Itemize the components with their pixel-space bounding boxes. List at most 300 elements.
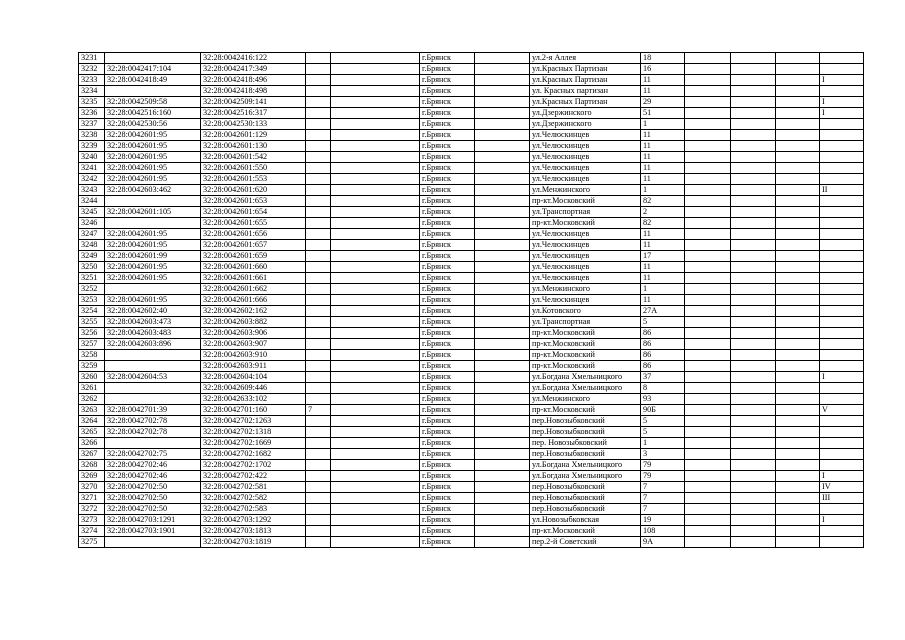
cell-street: пер.2-й Советский xyxy=(530,537,641,548)
cell-city: г.Брянск xyxy=(420,361,475,372)
cell-street: пр-кт.Московский xyxy=(530,339,641,350)
cell-street: ул.Котовского xyxy=(530,306,641,317)
cell-city: г.Брянск xyxy=(420,449,475,460)
cell-blank-col-5 xyxy=(331,240,420,251)
table-row xyxy=(79,438,864,449)
cell-street: ул.Челюскинцев xyxy=(530,163,641,174)
cell-house-number: 37 xyxy=(641,372,685,383)
cell-row-number: 3261 xyxy=(79,383,105,394)
cell-blank-col-12 xyxy=(776,240,820,251)
cell-city: г.Брянск xyxy=(420,284,475,295)
cell-blank-col-10 xyxy=(685,273,731,284)
cell-cadastral-object: 32:28:0042418:496 xyxy=(201,75,306,86)
cell-blank-col-10 xyxy=(685,394,731,405)
cell-city: г.Брянск xyxy=(420,537,475,548)
table-row xyxy=(79,449,864,460)
cell-blank-col-11 xyxy=(731,493,776,504)
cell-blank-col-10 xyxy=(685,405,731,416)
cell-blank-col-12 xyxy=(776,75,820,86)
cell-cadastral-parcel: 32:28:0042702:50 xyxy=(105,482,201,493)
cell-cadastral-parcel: 32:28:0042601:95 xyxy=(105,163,201,174)
cell-category xyxy=(820,218,864,229)
cell-city: г.Брянск xyxy=(420,427,475,438)
cell-category xyxy=(820,438,864,449)
cell-blank-col-5 xyxy=(331,207,420,218)
cell-blank-col-5 xyxy=(331,284,420,295)
cell-blank-col-12 xyxy=(776,185,820,196)
cell-row-number: 3249 xyxy=(79,251,105,262)
cell-blank-col-5 xyxy=(331,537,420,548)
cell-cadastral-parcel: 32:28:0042702:46 xyxy=(105,471,201,482)
cell-street: ул.Менжинского xyxy=(530,185,641,196)
cell-cadastral-object: 32:28:0042601:661 xyxy=(201,273,306,284)
table-row xyxy=(79,174,864,185)
table-row xyxy=(79,361,864,372)
cell-row-number: 3240 xyxy=(79,152,105,163)
cell-cadastral-object: 32:28:0042703:1813 xyxy=(201,526,306,537)
cell-blank-col-12 xyxy=(776,449,820,460)
cell-category xyxy=(820,141,864,152)
cell-blank-col-12 xyxy=(776,207,820,218)
cell-street: ул.Менжинского xyxy=(530,284,641,295)
cell-blank-col-11 xyxy=(731,185,776,196)
cell-blank-col-10 xyxy=(685,97,731,108)
cell-blank-col-11 xyxy=(731,460,776,471)
cell-cadastral-parcel: 32:28:0042702:78 xyxy=(105,416,201,427)
cell-blank-col-7 xyxy=(475,427,530,438)
cell-blank-col-7 xyxy=(475,196,530,207)
cell-city: г.Брянск xyxy=(420,350,475,361)
cell-city: г.Брянск xyxy=(420,97,475,108)
cell-category xyxy=(820,339,864,350)
table-row xyxy=(79,493,864,504)
cell-row-number: 3254 xyxy=(79,306,105,317)
cell-blank-col-5 xyxy=(331,328,420,339)
table-row xyxy=(79,240,864,251)
cell-blank-col-10 xyxy=(685,438,731,449)
cell-row-number: 3263 xyxy=(79,405,105,416)
cell-cadastral-parcel: 32:28:0042702:75 xyxy=(105,449,201,460)
table-row xyxy=(79,273,864,284)
cell-category: V xyxy=(820,405,864,416)
table-row xyxy=(79,383,864,394)
cell-city: г.Брянск xyxy=(420,229,475,240)
cell-blank-col-10 xyxy=(685,295,731,306)
cell-cadastral-parcel xyxy=(105,350,201,361)
cell-house-number: 5 xyxy=(641,317,685,328)
cell-city: г.Брянск xyxy=(420,471,475,482)
cell-blank-col-5 xyxy=(331,251,420,262)
cell-extra-number xyxy=(306,240,331,251)
cell-street: ул.Транспортная xyxy=(530,207,641,218)
cell-blank-col-7 xyxy=(475,471,530,482)
cell-cadastral-parcel: 32:28:0042601:95 xyxy=(105,273,201,284)
cell-house-number: 2 xyxy=(641,207,685,218)
cell-extra-number xyxy=(306,383,331,394)
cell-blank-col-5 xyxy=(331,152,420,163)
cell-city: г.Брянск xyxy=(420,86,475,97)
cell-city: г.Брянск xyxy=(420,163,475,174)
cell-blank-col-10 xyxy=(685,328,731,339)
cell-blank-col-5 xyxy=(331,416,420,427)
cell-house-number: 19 xyxy=(641,515,685,526)
cell-blank-col-7 xyxy=(475,273,530,284)
table-row xyxy=(79,130,864,141)
cell-blank-col-12 xyxy=(776,372,820,383)
cell-house-number: 11 xyxy=(641,273,685,284)
cell-category xyxy=(820,328,864,339)
cell-extra-number xyxy=(306,86,331,97)
table-row xyxy=(79,86,864,97)
cell-house-number: 11 xyxy=(641,152,685,163)
cell-blank-col-7 xyxy=(475,53,530,64)
cell-house-number: 11 xyxy=(641,86,685,97)
table-row xyxy=(79,460,864,471)
cell-blank-col-12 xyxy=(776,416,820,427)
cell-cadastral-parcel: 32:28:0042702:78 xyxy=(105,427,201,438)
cell-row-number: 3243 xyxy=(79,185,105,196)
cell-cadastral-object: 32:28:0042702:1263 xyxy=(201,416,306,427)
cell-cadastral-parcel xyxy=(105,53,201,64)
cell-blank-col-11 xyxy=(731,449,776,460)
cell-cadastral-object: 32:28:0042702:1318 xyxy=(201,427,306,438)
cell-blank-col-12 xyxy=(776,504,820,515)
cell-blank-col-5 xyxy=(331,504,420,515)
cell-cadastral-parcel: 32:28:0042602:40 xyxy=(105,306,201,317)
cell-blank-col-10 xyxy=(685,361,731,372)
cell-cadastral-parcel xyxy=(105,383,201,394)
cell-cadastral-parcel xyxy=(105,86,201,97)
cell-blank-col-12 xyxy=(776,97,820,108)
cell-house-number: 11 xyxy=(641,295,685,306)
cell-category xyxy=(820,130,864,141)
cell-blank-col-11 xyxy=(731,526,776,537)
cell-row-number: 3271 xyxy=(79,493,105,504)
cell-extra-number xyxy=(306,515,331,526)
cell-blank-col-7 xyxy=(475,284,530,295)
cell-cadastral-parcel: 32:28:0042603:473 xyxy=(105,317,201,328)
table-row xyxy=(79,416,864,427)
cell-blank-col-11 xyxy=(731,141,776,152)
cell-cadastral-object: 32:28:0042703:1819 xyxy=(201,537,306,548)
cell-blank-col-11 xyxy=(731,108,776,119)
cell-cadastral-object: 32:28:0042604:104 xyxy=(201,372,306,383)
cell-cadastral-object: 32:28:0042418:498 xyxy=(201,86,306,97)
cell-row-number: 3250 xyxy=(79,262,105,273)
cell-blank-col-5 xyxy=(331,372,420,383)
cell-category xyxy=(820,262,864,273)
cell-row-number: 3238 xyxy=(79,130,105,141)
cell-street: ул.Челюскинцев xyxy=(530,141,641,152)
cell-extra-number xyxy=(306,108,331,119)
cell-blank-col-11 xyxy=(731,174,776,185)
cell-blank-col-12 xyxy=(776,196,820,207)
cell-category: I xyxy=(820,372,864,383)
cell-blank-col-10 xyxy=(685,218,731,229)
cell-extra-number xyxy=(306,460,331,471)
cell-blank-col-7 xyxy=(475,438,530,449)
cell-cadastral-parcel: 32:28:0042603:483 xyxy=(105,328,201,339)
cell-blank-col-5 xyxy=(331,218,420,229)
cell-house-number: 1 xyxy=(641,284,685,295)
cell-cadastral-parcel: 32:28:0042601:99 xyxy=(105,251,201,262)
cell-blank-col-7 xyxy=(475,361,530,372)
cell-row-number: 3257 xyxy=(79,339,105,350)
cell-blank-col-10 xyxy=(685,372,731,383)
cell-cadastral-object: 32:28:0042601:666 xyxy=(201,295,306,306)
cell-cadastral-parcel xyxy=(105,218,201,229)
table-row xyxy=(79,119,864,130)
table-row xyxy=(79,537,864,548)
cell-blank-col-10 xyxy=(685,427,731,438)
table-row xyxy=(79,306,864,317)
cell-street: ул.Богдана Хмельницкого xyxy=(530,383,641,394)
cell-row-number: 3262 xyxy=(79,394,105,405)
cell-cadastral-object: 32:28:0042416:122 xyxy=(201,53,306,64)
cell-extra-number xyxy=(306,526,331,537)
cell-city: г.Брянск xyxy=(420,262,475,273)
cell-category xyxy=(820,174,864,185)
cell-category xyxy=(820,449,864,460)
cell-blank-col-11 xyxy=(731,350,776,361)
cell-city: г.Брянск xyxy=(420,108,475,119)
cell-blank-col-11 xyxy=(731,427,776,438)
table-row xyxy=(79,504,864,515)
cell-category: II xyxy=(820,185,864,196)
cell-cadastral-parcel: 32:28:0042601:95 xyxy=(105,152,201,163)
cell-house-number: 11 xyxy=(641,229,685,240)
cell-blank-col-5 xyxy=(331,317,420,328)
cell-row-number: 3256 xyxy=(79,328,105,339)
cell-city: г.Брянск xyxy=(420,119,475,130)
cell-street: ул.Челюскинцев xyxy=(530,295,641,306)
table-row xyxy=(79,295,864,306)
cell-extra-number xyxy=(306,306,331,317)
cell-blank-col-5 xyxy=(331,141,420,152)
cell-house-number: 79 xyxy=(641,471,685,482)
cell-house-number: 1 xyxy=(641,185,685,196)
cell-category xyxy=(820,537,864,548)
table-row xyxy=(79,218,864,229)
cell-cadastral-object: 32:28:0042601:657 xyxy=(201,240,306,251)
cell-house-number: 16 xyxy=(641,64,685,75)
cell-blank-col-10 xyxy=(685,526,731,537)
cell-city: г.Брянск xyxy=(420,196,475,207)
cell-cadastral-object: 32:28:0042601:542 xyxy=(201,152,306,163)
cell-blank-col-7 xyxy=(475,141,530,152)
cell-extra-number xyxy=(306,152,331,163)
cell-category xyxy=(820,119,864,130)
cell-city: г.Брянск xyxy=(420,339,475,350)
cell-blank-col-12 xyxy=(776,229,820,240)
cell-row-number: 3269 xyxy=(79,471,105,482)
cell-blank-col-11 xyxy=(731,163,776,174)
cell-cadastral-parcel: 32:28:0042601:95 xyxy=(105,141,201,152)
cell-cadastral-object: 32:28:0042702:1669 xyxy=(201,438,306,449)
cell-blank-col-5 xyxy=(331,196,420,207)
cell-cadastral-object: 32:28:0042417:349 xyxy=(201,64,306,75)
cell-blank-col-11 xyxy=(731,295,776,306)
cell-extra-number xyxy=(306,416,331,427)
table-row xyxy=(79,350,864,361)
cell-city: г.Брянск xyxy=(420,174,475,185)
cell-blank-col-12 xyxy=(776,86,820,97)
cell-house-number: 86 xyxy=(641,361,685,372)
cell-blank-col-11 xyxy=(731,284,776,295)
cell-extra-number xyxy=(306,75,331,86)
cell-city: г.Брянск xyxy=(420,317,475,328)
cell-category xyxy=(820,460,864,471)
cell-house-number: 86 xyxy=(641,328,685,339)
cell-blank-col-12 xyxy=(776,262,820,273)
cell-house-number: 7 xyxy=(641,482,685,493)
cell-city: г.Брянск xyxy=(420,493,475,504)
cell-city: г.Брянск xyxy=(420,53,475,64)
cell-blank-col-12 xyxy=(776,526,820,537)
cell-blank-col-5 xyxy=(331,229,420,240)
cell-category xyxy=(820,64,864,75)
cell-blank-col-7 xyxy=(475,515,530,526)
cell-row-number: 3264 xyxy=(79,416,105,427)
cell-category xyxy=(820,196,864,207)
cell-street: ул.Дзержинского xyxy=(530,108,641,119)
cell-blank-col-12 xyxy=(776,427,820,438)
cell-blank-col-10 xyxy=(685,75,731,86)
cell-cadastral-parcel: 32:28:0042603:896 xyxy=(105,339,201,350)
cell-row-number: 3265 xyxy=(79,427,105,438)
cell-category xyxy=(820,163,864,174)
cell-cadastral-object: 32:28:0042601:130 xyxy=(201,141,306,152)
table-row xyxy=(79,339,864,350)
cell-cadastral-object: 32:28:0042702:1682 xyxy=(201,449,306,460)
cell-blank-col-7 xyxy=(475,449,530,460)
cell-blank-col-12 xyxy=(776,108,820,119)
cell-house-number: 11 xyxy=(641,174,685,185)
cell-cadastral-object: 32:28:0042601:655 xyxy=(201,218,306,229)
cell-cadastral-object: 32:28:0042601:129 xyxy=(201,130,306,141)
cell-extra-number xyxy=(306,361,331,372)
cell-category: I xyxy=(820,471,864,482)
cell-extra-number xyxy=(306,251,331,262)
cell-blank-col-10 xyxy=(685,141,731,152)
cell-city: г.Брянск xyxy=(420,64,475,75)
cell-blank-col-7 xyxy=(475,339,530,350)
cell-row-number: 3266 xyxy=(79,438,105,449)
cell-blank-col-10 xyxy=(685,383,731,394)
cell-cadastral-parcel: 32:28:0042601:95 xyxy=(105,229,201,240)
cell-blank-col-7 xyxy=(475,207,530,218)
cell-house-number: 9А xyxy=(641,537,685,548)
cell-row-number: 3272 xyxy=(79,504,105,515)
cell-cadastral-object: 32:28:0042702:583 xyxy=(201,504,306,515)
cell-category: IV xyxy=(820,482,864,493)
cell-extra-number xyxy=(306,339,331,350)
cell-cadastral-parcel: 32:28:0042418:49 xyxy=(105,75,201,86)
cell-blank-col-11 xyxy=(731,515,776,526)
cell-house-number: 5 xyxy=(641,416,685,427)
cell-street: ул.Челюскинцев xyxy=(530,152,641,163)
cell-blank-col-11 xyxy=(731,328,776,339)
cell-cadastral-object: 32:28:0042603:907 xyxy=(201,339,306,350)
cell-extra-number xyxy=(306,449,331,460)
cell-house-number: 108 xyxy=(641,526,685,537)
cell-blank-col-5 xyxy=(331,174,420,185)
cell-blank-col-5 xyxy=(331,482,420,493)
cell-blank-col-10 xyxy=(685,449,731,460)
cell-house-number: 11 xyxy=(641,262,685,273)
cell-blank-col-12 xyxy=(776,361,820,372)
cell-cadastral-object: 32:28:0042603:910 xyxy=(201,350,306,361)
cell-blank-col-10 xyxy=(685,108,731,119)
cell-blank-col-5 xyxy=(331,471,420,482)
table-row xyxy=(79,64,864,75)
cell-city: г.Брянск xyxy=(420,526,475,537)
cell-cadastral-object: 32:28:0042601:620 xyxy=(201,185,306,196)
cell-blank-col-5 xyxy=(331,108,420,119)
cell-blank-col-12 xyxy=(776,383,820,394)
cell-blank-col-12 xyxy=(776,53,820,64)
cell-street: ул.Дзержинского xyxy=(530,119,641,130)
cell-blank-col-5 xyxy=(331,130,420,141)
cell-extra-number xyxy=(306,218,331,229)
cell-blank-col-11 xyxy=(731,97,776,108)
cell-category xyxy=(820,273,864,284)
cell-row-number: 3274 xyxy=(79,526,105,537)
cell-category xyxy=(820,416,864,427)
cell-blank-col-7 xyxy=(475,108,530,119)
cell-cadastral-object: 32:28:0042601:659 xyxy=(201,251,306,262)
cell-blank-col-12 xyxy=(776,163,820,174)
table-row xyxy=(79,372,864,383)
cell-row-number: 3231 xyxy=(79,53,105,64)
cell-blank-col-7 xyxy=(475,64,530,75)
cell-blank-col-5 xyxy=(331,350,420,361)
cell-blank-col-10 xyxy=(685,262,731,273)
cell-blank-col-7 xyxy=(475,86,530,97)
cell-blank-col-12 xyxy=(776,537,820,548)
cell-blank-col-10 xyxy=(685,482,731,493)
cell-blank-col-10 xyxy=(685,130,731,141)
cell-cadastral-object: 32:28:0042601:660 xyxy=(201,262,306,273)
cell-extra-number xyxy=(306,427,331,438)
cell-blank-col-12 xyxy=(776,394,820,405)
cell-row-number: 3239 xyxy=(79,141,105,152)
cell-blank-col-5 xyxy=(331,526,420,537)
cell-row-number: 3237 xyxy=(79,119,105,130)
table-row xyxy=(79,75,864,86)
cell-blank-col-10 xyxy=(685,64,731,75)
cell-street: ул.Челюскинцев xyxy=(530,240,641,251)
cell-extra-number xyxy=(306,350,331,361)
cell-row-number: 3253 xyxy=(79,295,105,306)
table-row xyxy=(79,141,864,152)
cell-blank-col-12 xyxy=(776,328,820,339)
cell-blank-col-7 xyxy=(475,504,530,515)
cell-house-number: 18 xyxy=(641,53,685,64)
cell-blank-col-10 xyxy=(685,284,731,295)
table-row xyxy=(79,328,864,339)
cell-blank-col-10 xyxy=(685,460,731,471)
cell-cadastral-object: 32:28:0042601:553 xyxy=(201,174,306,185)
cell-house-number: 79 xyxy=(641,460,685,471)
table-row xyxy=(79,515,864,526)
cell-extra-number xyxy=(306,262,331,273)
cell-blank-col-11 xyxy=(731,229,776,240)
cell-blank-col-5 xyxy=(331,339,420,350)
cell-blank-col-5 xyxy=(331,493,420,504)
cell-blank-col-11 xyxy=(731,405,776,416)
cell-blank-col-12 xyxy=(776,130,820,141)
